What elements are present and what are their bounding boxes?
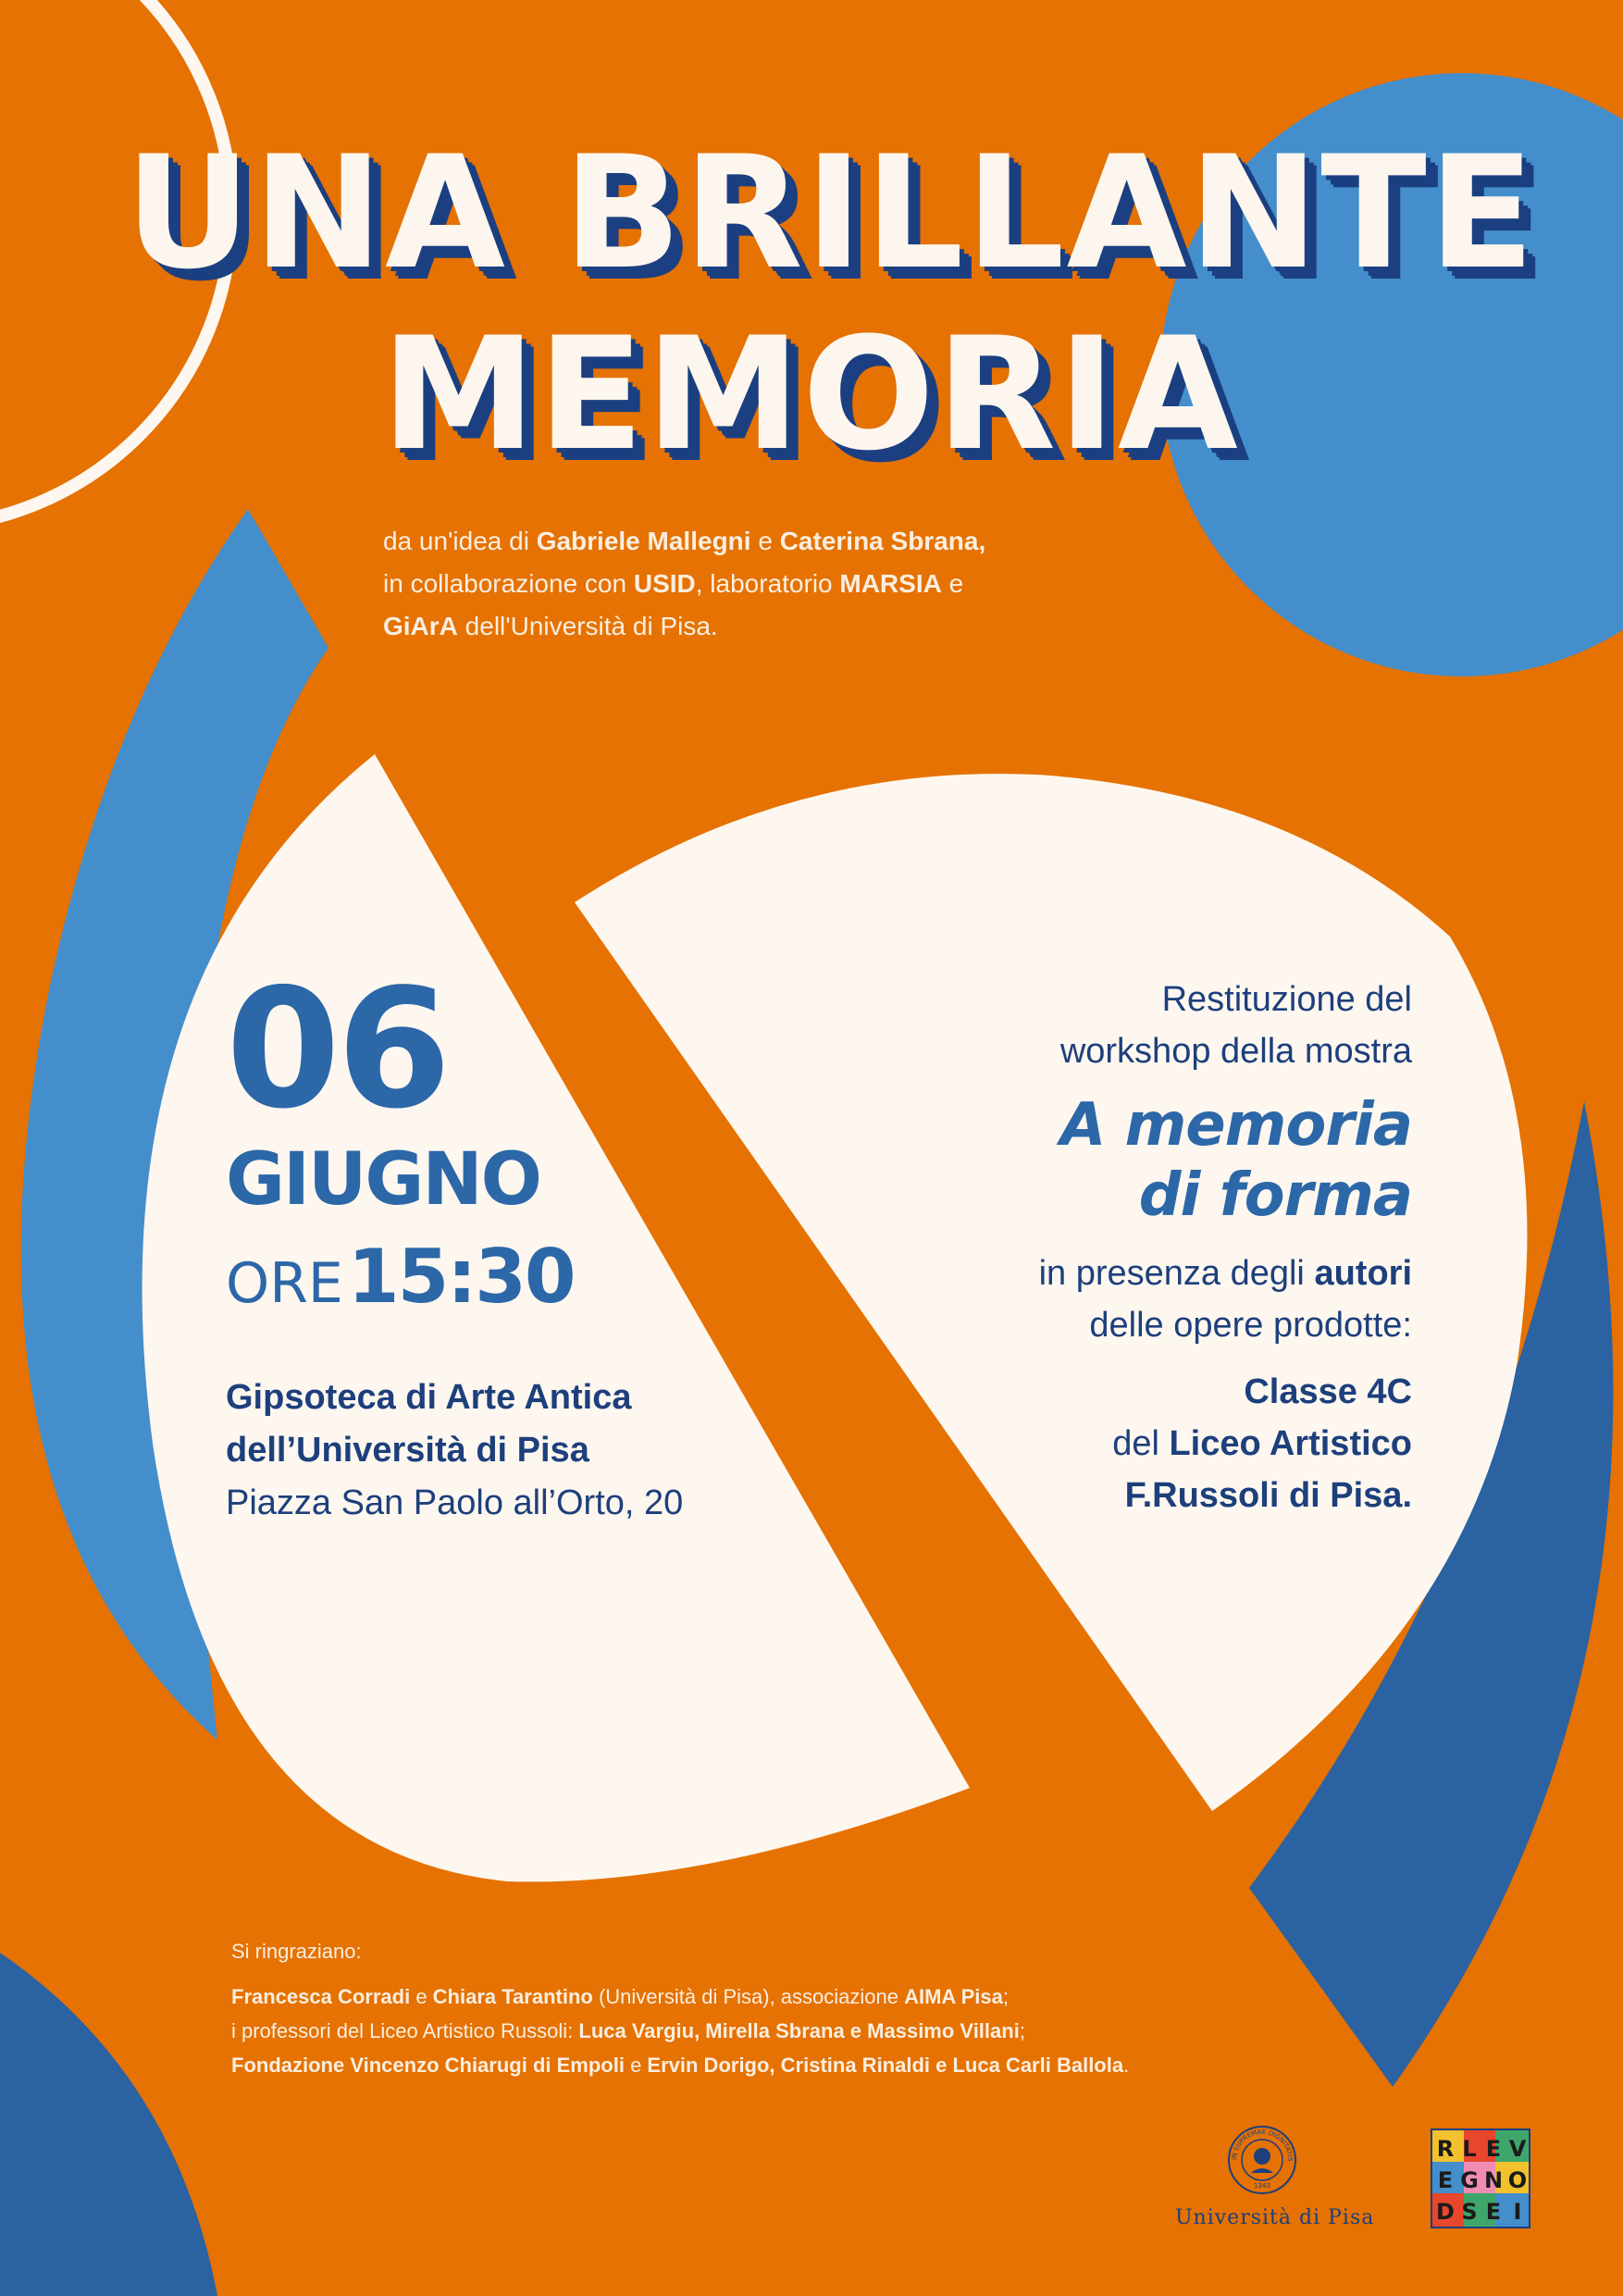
- venue-name-line-2: dell’Università di Pisa: [226, 1431, 589, 1470]
- acknowledgements: Si ringraziano: Francesca Corradi e Chiara Tarantino (Università di Pisa), associazione AIMA Pisa; i professori del Liceo Artistico Russoli: Luca Vargiu, Mirella Sbrana e Massimo Villani; Fondazione Vincenzo Chiarugi di Empoli e Ervin Dorigo, Cristina Rinaldi e Luca Carli Ballola.: [231, 1934, 1434, 2082]
- grid-letter: I: [1513, 2199, 1522, 2225]
- grid-letter: V: [1508, 2136, 1527, 2162]
- venue-address: Piazza San Paolo all’Orto, 20: [226, 1483, 684, 1522]
- university-name: Università di Pisa: [1175, 2206, 1375, 2229]
- time-value: 15:30: [347, 1234, 575, 1320]
- grid-letter: N: [1483, 2167, 1504, 2193]
- grid-letter: L: [1462, 2136, 1477, 2162]
- credits: da un'idea di Gabriele Mallegni e Caterina Sbrana, in collaborazione con USID, laboratorio MARSIA e GiArA dell'Università di Pisa.: [383, 527, 986, 640]
- svg-text:IN SUPREMAE DIGNITATIS: IN SUPREMAE DIGNITATIS: [1230, 2128, 1295, 2162]
- description-authors: in presenza degli autori delle opere prodotte: Classe 4C del Liceo Artistico F.Russoli di Pisa.: [1038, 1254, 1412, 1515]
- title-line-1: UNA BRILLANTE: [125, 122, 1537, 304]
- grid-letter: S: [1461, 2199, 1478, 2225]
- venue-name-line-1: Gipsoteca di Arte Antica: [226, 1378, 632, 1417]
- svg-text:1343: 1343: [1254, 2182, 1270, 2190]
- exhibition-title: A memoria di forma: [1059, 1091, 1412, 1230]
- grid-letter: O: [1507, 2167, 1528, 2193]
- event-time: [226, 1234, 575, 1320]
- description-intro: Restituzione del workshop della mostra: [1059, 980, 1412, 1071]
- grid-letter: E: [1437, 2167, 1454, 2193]
- grid-letter: D: [1436, 2199, 1455, 2225]
- acknowledgements-heading: Si ringraziano:: [231, 1940, 362, 1963]
- venue: [226, 1371, 683, 1530]
- event-month: GIUGNO: [226, 1138, 540, 1222]
- time-prefix: ORE: [226, 1251, 343, 1316]
- grid-letter: E: [1485, 2199, 1502, 2225]
- grid-letter: E: [1485, 2136, 1502, 2162]
- title-line-2: MEMORIA: [381, 304, 1240, 485]
- grid-letter: R: [1436, 2136, 1455, 2162]
- university-seal-icon: [1227, 2125, 1297, 2195]
- letter-grid-logo-icon: [1431, 2128, 1530, 2228]
- grid-letter: G: [1460, 2167, 1479, 2193]
- event-day: 06: [226, 953, 448, 1145]
